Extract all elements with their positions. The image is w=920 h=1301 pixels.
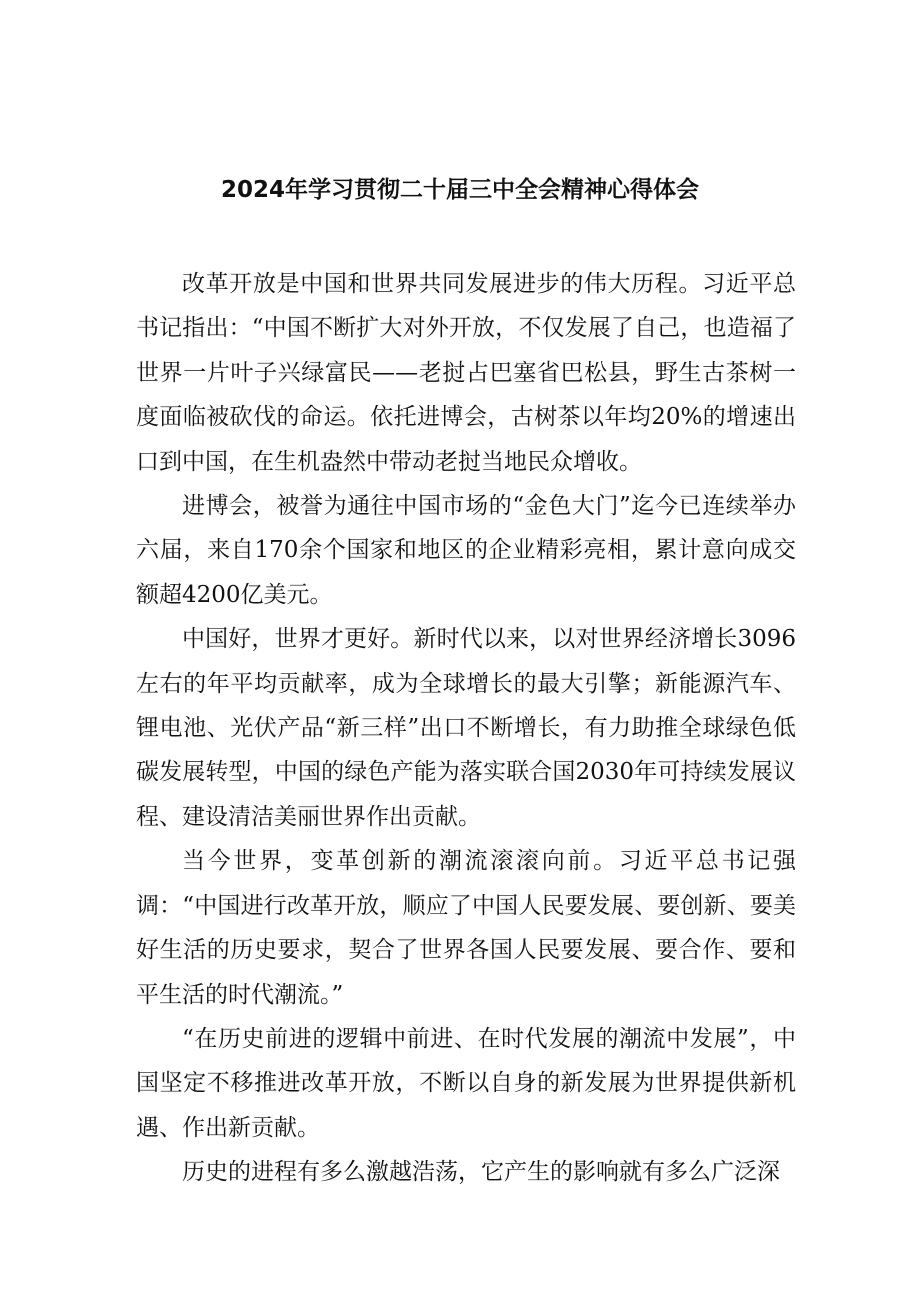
paragraph: 当今世界，变革创新的潮流滚滚向前。习近平总书记强调：“中国进行改革开放，顺应了中国人民要发展、要创新、要美好生活的历史要求，契合了世界各国人民要发展、要合作、要和平生活的时代潮流。”	[136, 848, 796, 1008]
paragraph: “在历史前进的逻辑中前进、在时代发展的潮流中发展”，中国坚定不移推进改革开放，不断以自身的新发展为世界提供新机遇、作出新贡献。	[136, 1025, 796, 1141]
paragraph: 改革开放是中国和世界共同发展进步的伟大历程。习近平总书记指出：“中国不断扩大对外开放，不仅发展了自己，也造福了世界一片叶子兴绿富民——老挝占巴塞省巴松县，野生古茶树一度面临被砍伐的命运。依托进博会，古树茶以年均20%的增速出口到中国，在生机盎然中带动老挝当地民众增收。	[136, 271, 796, 475]
document-title: 2024年学习贯彻二十届三中全会精神心得体会	[220, 177, 699, 203]
paragraph: 中国好，世界才更好。新时代以来，以对世界经济增长3096左右的年平均贡献率，成为全球增长的最大引擎；新能源汽车、锂电池、光伏产品“新三样”出口不断增长，有力助推全球绿色低碳发展转型，中国的绿色产能为落实联合国2030年可持续发展议程、建设清洁美丽世界作出贡献。	[136, 626, 796, 830]
document-body	[136, 262, 796, 1195]
paragraph: 历史的进程有多么激越浩荡，它产生的影响就有多么广泛深	[182, 1159, 780, 1186]
paragraph: 进博会，被誉为通往中国市场的“金色大门”迄今已连续举办六届，来自170余个国家和地区的企业精彩亮相，累计意向成交额超4200亿美元。	[136, 493, 796, 608]
